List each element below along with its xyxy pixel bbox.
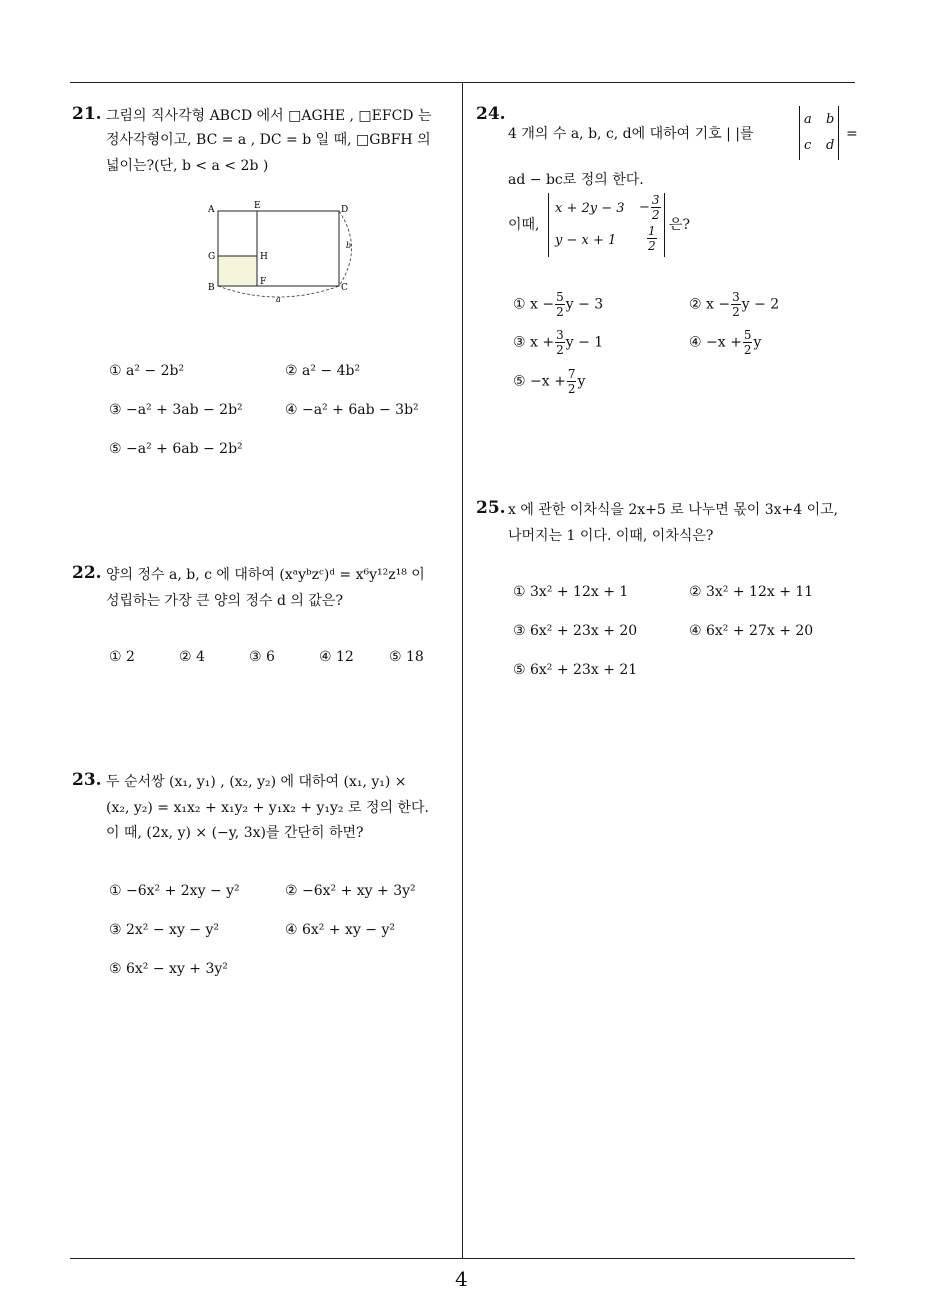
determinant-symbol [799, 106, 839, 160]
det2-r1c1: x + 2y − 3 [555, 201, 625, 216]
option-2[interactable]: ② 4 [179, 649, 205, 665]
label-b-vertex: B [208, 283, 215, 293]
option-3[interactable]: ③ x + $\frac{3}{2}$ y − 1 [513, 328, 604, 357]
option-4[interactable]: ④ −a² + 6ab − 3b² [285, 402, 419, 418]
bottom-rule [70, 1258, 855, 1259]
option-3[interactable]: ③ 2x² − xy − y² [109, 922, 220, 938]
question-text: 성립하는 가장 큰 양의 정수 d 의 값은? [106, 593, 343, 609]
question-text: 이때, [508, 217, 540, 233]
question-text: 나머지는 1 이다. 이때, 이차식은? [508, 528, 714, 544]
option-5[interactable]: ⑤ 6x² + 23x + 21 [513, 662, 638, 678]
label-b-length: b [346, 241, 352, 250]
fraction: $\frac{3}{2}$ [732, 290, 740, 319]
question-text: 넓이는?(단, b < a < 2b ) [106, 158, 269, 174]
label-c: C [341, 283, 348, 293]
option-1[interactable]: ① a² − 2b² [109, 363, 185, 379]
fraction: $\frac{5}{2}$ [556, 290, 564, 319]
label-a-length: a [276, 295, 281, 304]
question-number: 24. [476, 104, 506, 124]
question-number: 21. [72, 104, 102, 124]
option-4[interactable]: ④ 6x² + 27x + 20 [689, 623, 814, 639]
question-text: ad − bc로 정의 한다. [508, 172, 644, 188]
page-number: 4 [455, 1267, 468, 1291]
option-3[interactable]: ③ 6x² + 23x + 20 [513, 623, 638, 639]
question-number: 25. [476, 498, 506, 518]
option-1[interactable]: ① 3x² + 12x + 1 [513, 584, 629, 600]
label-f: F [260, 277, 267, 287]
option-1[interactable]: ① 2 [109, 649, 135, 665]
det-cell-a: a [804, 112, 812, 127]
column-divider [462, 82, 463, 1258]
question-number: 22. [72, 563, 102, 583]
det-cell-b: b [826, 112, 835, 127]
det2-r1c2-sign: − [639, 200, 650, 215]
option-5[interactable]: ⑤ −x + $\frac{7}{2}$ y [513, 367, 586, 396]
option-4[interactable]: ④ 12 [319, 649, 354, 665]
det2-r2c1: y − x + 1 [555, 233, 617, 248]
question-text: 이 때, (2x, y) × (−y, 3x)를 간단히 하면? [106, 825, 364, 841]
det-cell-d: d [826, 138, 835, 153]
option-4[interactable]: ④ 6x² + xy − y² [285, 922, 396, 938]
label-g: G [208, 252, 216, 262]
det2-r2c2 [646, 224, 658, 253]
det2-r1c2 [639, 193, 662, 222]
question-text: 그림의 직사각형 ABCD 에서 □AGHE , □EFCD 는 [106, 108, 432, 124]
shaded-square-gbfh [218, 256, 257, 286]
rectangle-figure [200, 198, 370, 308]
question-text: 두 순서쌍 (x₁, y₁) , (x₂, y₂) 에 대하여 (x₁, y₁) × [106, 774, 407, 790]
determinant-expression [548, 193, 665, 257]
question-text: (x₂, y₂) = x₁x₂ + x₁y₂ + y₁x₂ + y₁y₂ 로 정의 한다. [106, 800, 429, 816]
det-cell-c: c [804, 138, 812, 153]
option-2[interactable]: ② a² − 4b² [285, 363, 361, 379]
question-text: 양의 정수 a, b, c 에 대하여 (xᵃyᵇzᶜ)ᵈ = x⁶y¹²z¹⁸ 이 [106, 567, 425, 583]
option-2[interactable]: ② 3x² + 12x + 11 [689, 584, 814, 600]
option-5[interactable]: ⑤ −a² + 6ab − 2b² [109, 441, 243, 457]
option-3[interactable]: ③ −a² + 3ab − 2b² [109, 402, 243, 418]
label-h: H [260, 252, 268, 262]
fraction: $\frac{3}{2}$ [651, 193, 660, 222]
question-suffix: 은? [669, 217, 691, 233]
label-e: E [254, 201, 261, 211]
option-5[interactable]: ⑤ 18 [389, 649, 424, 665]
question-text: 4 개의 수 a, b, c, d에 대하여 기호 | |를 [508, 126, 754, 142]
label-d: D [341, 205, 349, 215]
fraction: $\frac{7}{2}$ [567, 367, 576, 396]
option-1[interactable]: ① −6x² + 2xy − y² [109, 883, 240, 899]
option-3[interactable]: ③ 6 [249, 649, 275, 665]
option-2[interactable]: ② x − $\frac{3}{2}$ y − 2 [689, 290, 780, 319]
fraction: $\frac{1}{2}$ [648, 224, 656, 253]
question-text: x 에 관한 이차식을 2x+5 로 나누면 몫이 3x+4 이고, [508, 502, 839, 518]
question-text: 정사각형이고, BC = a , DC = b 일 때, □GBFH 의 [106, 132, 431, 148]
fraction: $\frac{5}{2}$ [743, 328, 752, 357]
label-a-vertex: A [208, 205, 215, 215]
option-2[interactable]: ② −6x² + xy + 3y² [285, 883, 416, 899]
question-number: 23. [72, 770, 102, 790]
option-5[interactable]: ⑤ 6x² − xy + 3y² [109, 961, 228, 977]
equals-sign: = [846, 126, 858, 142]
option-4[interactable]: ④ −x + $\frac{5}{2}$ y [689, 328, 762, 357]
fraction: $\frac{3}{2}$ [556, 328, 564, 357]
option-1[interactable]: ① x − $\frac{5}{2}$ y − 3 [513, 290, 604, 319]
